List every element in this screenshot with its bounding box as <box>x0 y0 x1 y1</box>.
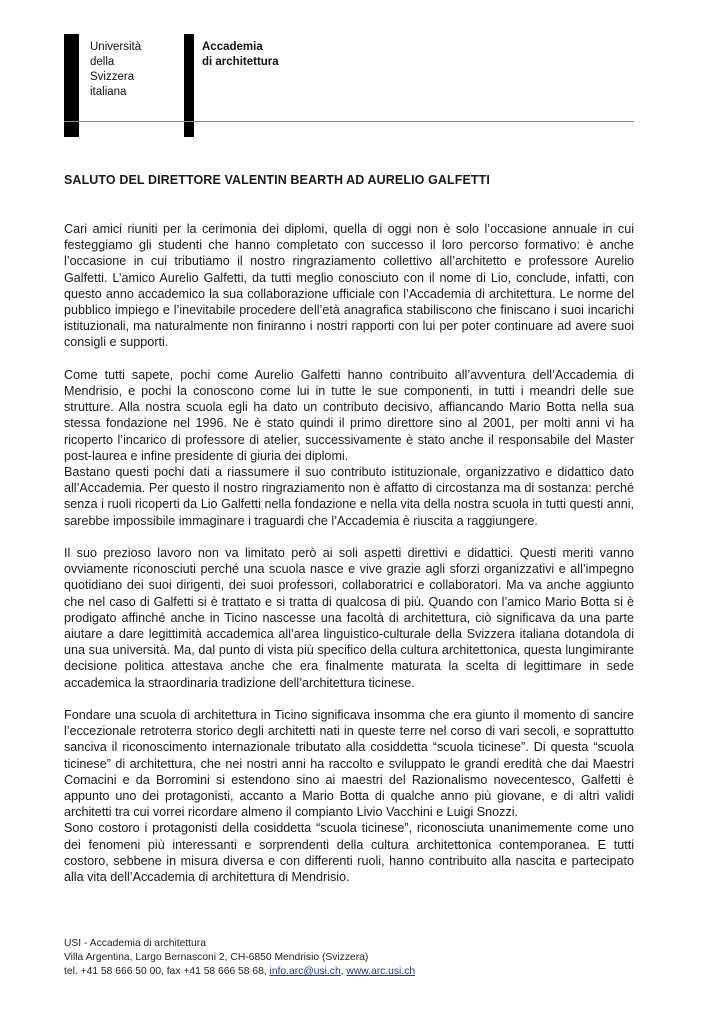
footer-contacts <box>64 965 415 979</box>
email-link[interactable]: info.arc@usi.ch <box>269 966 341 977</box>
paragraph: Cari amici riuniti per la cerimonia dei diplomi, quella di oggi non è solo l’occasione annuale in cui festeggiamo gli studenti che hanno completato con successo il loro percorso formativo: è anche l’occasione in cui tributiamo il nostro ringraziamento collettivo all’architetto e professore Aurelio Galfetti. L’amico Aurelio Galfetti, da tutti meglio conosciuto con il nome di Lio, conclude, infatti, con questo anno accademico la sua collaborazione ufficiale con l’Accademia di architettura. Le norme del pubblico impiego e l’inevitabile procedere dell’età anagrafica stabiliscono che finiscano i suoi incarichi istituzionali, ma naturalmente non finiranno i nostri rapporti con lui per poter continuare ad avere suoi consigli e supporti. <box>64 222 634 350</box>
footer-phone-fax: tel. +41 58 666 50 00, fax +41 58 666 58 68, <box>64 966 270 977</box>
footer <box>64 937 415 979</box>
university-line: Svizzera <box>90 71 135 83</box>
university-logo-text <box>90 40 141 100</box>
university-line: italiana <box>90 86 127 98</box>
academy-logo-text <box>202 40 279 70</box>
university-line: della <box>90 56 115 68</box>
website-link[interactable]: www.arc.usi.ch <box>346 966 416 977</box>
university-line: Università <box>90 41 142 53</box>
academy-line: di architettura <box>202 56 279 68</box>
paragraph: Fondare una scuola di architettura in Ticino significava insomma che era giunto il momento di sancire l’eccezionale retroterra storico degli architetti nati in queste terre nel corso di vari secoli, e soprattutto sanciva il riconoscimento internazionale tributato alla cosiddetta “scuola ticinese”. Di questa “scuola ticinese” di architettura, che nei nostri anni ha raccolto e sviluppato le grandi eredità che dai Maestri Comacini e da Borromini si estendono sino ai maestri del Razionalismo novecentesco, Galfetti è appunto uno dei protagonisti, accanto a Mario Botta di qualche anno più giovane, e di altri validi architetti tra cui vorrei ricordare almeno il compianto Livio Vacchini e Luigi Snozzi. <box>64 708 634 820</box>
academy-line: Accademia <box>202 41 263 53</box>
footer-institution: USI - Accademia di architettura <box>64 938 206 949</box>
paragraph: Il suo prezioso lavoro non va limitato però ai soli aspetti direttivi e didattici. Questi meriti vanno ovviamente riconosciuti perché una scuola nasce e vive grazie agli sforzi organizzativi e all’impegno quotidiano dei suoi dirigenti, dei suoi professori, collaboratrici e collaboratori. Ma va anche aggiunto che nel caso di Galfetti si è trattato e si tratta di qualcosa di più. Quando con l’amico Mario Botta si è prodigato affinché anche in Ticino nascesse una facoltà di architettura, ciò significava da una parte aiutare a dare legittimità accademica all’area linguistico-culturale della Svizzera italiana dotandola di una sua università. Ma, dal punto di vista più specifico della cultura architettonica, questa lungimirante decisione politica attestava anche che era finalmente maturata la scelta di legittimare in sede accademica la straordinaria tradizione dell’architettura ticinese. <box>64 546 634 690</box>
paragraph: Bastano questi pochi dati a riassumere il suo contributo istituzionale, organizzativo e didattico dato all’Accademia. Per questo il nostro ringraziamento non è affatto di circostanza ma di sostanza: perché senza i ruoli ricoperti da Lio Galfetti nella fondazione e nella vita della nostra scuola in tutti questi anni, sarebbe impossibile immaginare i traguardi che l’Accademia è riuscita a raggiungere. <box>64 465 634 528</box>
footer-separator: , <box>340 966 347 977</box>
header-divider <box>64 121 634 122</box>
document-title: SALUTO DEL DIRETTORE VALENTIN BEARTH AD AURELIO GALFETTI <box>64 173 490 187</box>
footer-address: Villa Argentina, Largo Bernasconi 2, CH-6850 Mendrisio (Svizzera) <box>64 952 369 963</box>
paragraph: Sono costoro i protagonisti della cosiddetta “scuola ticinese”, riconosciuta unanimemente come uno dei fenomeni più interessanti e sorprendenti della cultura architettonica contemporanea. E tutti costoro, sebbene in misura diversa e con differenti ruoli, hanno contribuito alla nascita e partecipato alla vita dell’Accademia di architettura di Mendrisio. <box>64 821 634 885</box>
document-body <box>64 221 634 885</box>
paragraph: Come tutti sapete, pochi come Aurelio Galfetti hanno contribuito all’avventura dell’Accademia di Mendrisio, e pochi la conoscono come lui in tutte le sue componenti, in tutti i meandri delle sue strutture. Alla nostra scuola egli ha dato un contributo decisivo, affiancando Mario Botta nella sua stessa fondazione nel 1996. Ne è stato quindi il primo direttore sino al 2001, per molti anni vi ha ricoperto l’incarico di professore di atelier, successivamente è stato anche il responsabile del Master post-laurea e infine presidente di giuria dei diplomi. <box>64 367 634 463</box>
